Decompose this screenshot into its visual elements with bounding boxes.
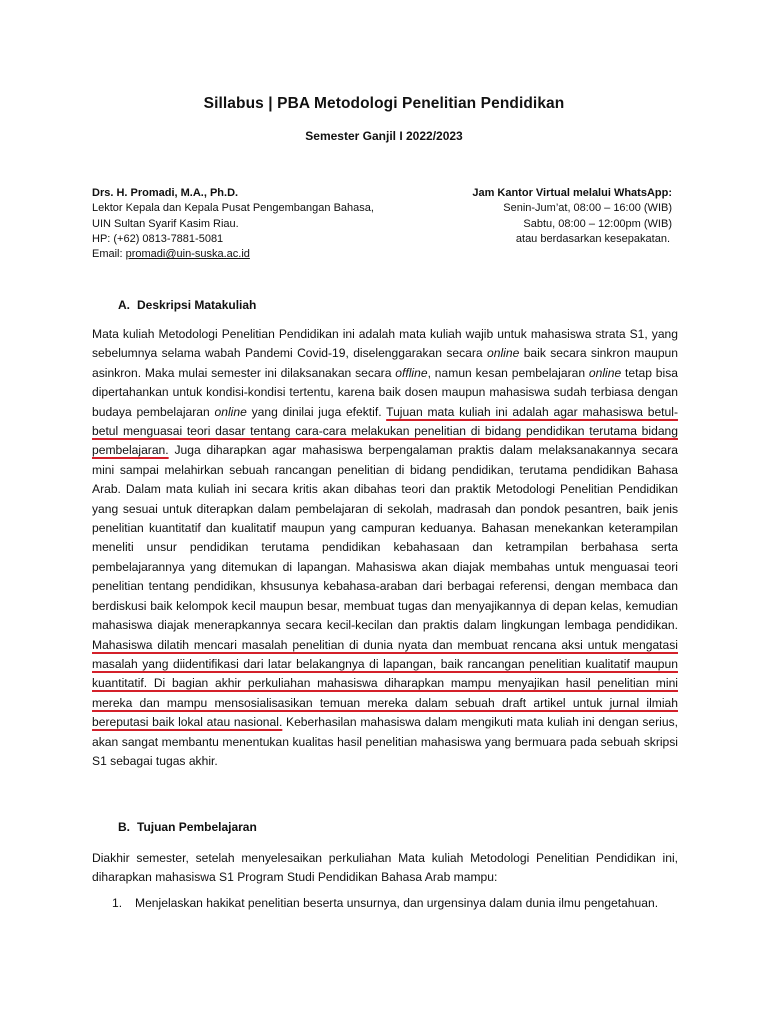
description-paragraph — [92, 325, 678, 771]
section-b-title: Tujuan Pembelajaran — [137, 820, 257, 834]
annotated-underline-run: Mahasiswa dilatih mencari masalah penelitian di dunia nyata dan membuat rencana aksi untuk mengatasi masalah yang diidentifikasi dari latar belakangnya di lapangan, baik rancangan penelitian kualitatif maupun kuantitatif. Di bagian akhir perkuliahan mahasiswa diharapkan mampu menyajikan hasil penelitian mini mereka dan mampu mensosialisasikan temuan mereka dalam sebuah draft artikel untuk jurnal ilmiah bereputasi baik lokal atau nasional. — [92, 637, 678, 730]
author-block — [92, 186, 392, 262]
author-name: Drs. H. Promadi, M.A., Ph.D. — [92, 187, 239, 199]
italic-run: online — [588, 365, 622, 380]
office-hours-weekday: Senin-Jum’at, 08:00 – 16:00 (WIB) — [503, 202, 672, 215]
author-phone: HP: (+62) 0813-7881-5081 — [92, 232, 224, 245]
section-b-letter: B. — [118, 820, 130, 834]
author-position: Lektor Kepala dan Kepala Pusat Pengembangan Bahasa, — [92, 202, 374, 215]
text-run: tetap bisa dipertahankan untuk kondisi-kondisi tertentu, karena baik dosen maupun mahasiswa sudah terbiasa dengan budaya pembelajaran — [92, 365, 678, 419]
office-hours-agreement: atau berdasarkan kesepakatan. — [515, 232, 670, 245]
email-link[interactable]: promadi@uin-suska.ac.id — [125, 248, 250, 261]
text-run: Keberhasilan mahasiswa dalam mengikuti mata kuliah ini dengan serius, akan sangat membantu menentukan kualitas hasil penelitian mahasiswa yang bermuara pada sebuah skripsi S1 sebagai tugas akhir. — [92, 715, 678, 768]
email-label: Email: — [92, 248, 126, 261]
section-a-heading — [118, 298, 256, 312]
list-text: Menjelaskan hakikat penelitian beserta unsurnya, dan urgensinya dalam dunia ilmu pengetahuan. — [135, 896, 659, 910]
section-b-heading — [118, 820, 257, 834]
office-hours-heading: Jam Kantor Virtual melalui WhatsApp: — [472, 187, 672, 199]
text-run: yang dinilai juga efektif. — [246, 404, 387, 419]
office-hours-saturday: Sabtu, 08:00 – 12:00pm (WIB) — [523, 217, 672, 230]
italic-run: online — [487, 346, 520, 361]
semester-label: Semester Ganjil I 2022/2023 — [305, 129, 463, 143]
italic-run: online — [214, 404, 247, 419]
text-run: Juga diharapkan agar mahasiswa berpengalaman praktis dalam melaksanakannya secara mini sampai melahirkan sebuah rancangan penelitian di bidang pendidikan, terutama pendidikan Bahasa Arab. Dalam mata kuliah ini secara kritis akan dibahas teori dan praktik Metodologi Penelitian Pendidikan yang sesuai untuk diterapkan dalam pembelajaran di sekolah, madrasah dan pondok pesantren, baik jenis penelitian kuantitatif dan kualitatif maupun yang campuran keduanya. Bahasan menekankan keterampilan meneliti unsur pendidikan terutama pendidikan kebahasaan dan ketrampilan berbahasa serta pembelajarannya yang ditemukan di lapangan. Mahasiswa akan diajak membahas untuk menguasai teori penelitian tentang pendidikan, khsusunya kebahasa-araban dari berbagai referensi, dengan membaca dan berdiskusi baik kelompok kecil maupun besar, membuat tugas dan menyajikannya di depan kelas, kemudian mahasiswa diajak menerapkannya secara kecil-kecilan dan praktis dalam lingkungan lembaga pendidikan. — [92, 443, 678, 633]
objectives-intro: Diakhir semester, setelah menyelesaikan perkuliahan Mata kuliah Metodologi Penelitian Pendidikan ini, diharapkan mahasiswa S1 Program Studi Pendidikan Bahasa Arab mampu: — [92, 851, 678, 885]
italic-run: offline — [395, 365, 428, 380]
document-title: Sillabus | PBA Metodologi Penelitian Pendidikan — [203, 95, 565, 112]
text-run: Mata kuliah Metodologi Penelitian Pendidikan ini adalah mata kuliah wajib untuk mahasiswa strata S1, yang sebelumnya selama wabah Pandemi Covid-19, diselenggarakan secara — [92, 327, 678, 361]
text-run: baik secara sinkron maupun asinkron. Maka mulai semester ini dilaksanakan secara — [92, 346, 678, 380]
list-item — [112, 893, 672, 913]
section-a-title: Deskripsi Matakuliah — [137, 298, 257, 312]
list-number: 1. — [112, 896, 123, 910]
text-run: , namun kesan pembelajaran — [427, 365, 589, 380]
section-a-letter: A. — [118, 298, 130, 312]
author-institution: UIN Sultan Syarif Kasim Riau. — [92, 217, 239, 230]
office-hours-block — [412, 186, 672, 247]
annotated-underline-run: Tujuan mata kuliah ini adalah agar mahasiswa betul-betul menguasai teori dasar tentang cara-cara melakukan penelitian di bidang pendidikan terutama bidang pembelajaran. — [92, 404, 678, 458]
author-email-line — [92, 247, 392, 262]
